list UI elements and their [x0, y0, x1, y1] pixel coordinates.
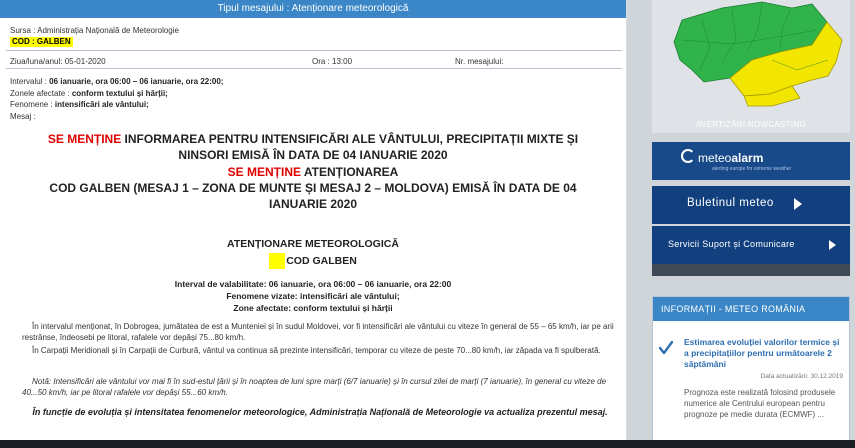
- checkmark-icon: [659, 341, 673, 355]
- phenomena-label: Fenomene :: [10, 100, 55, 109]
- warning-map[interactable]: [652, 0, 850, 133]
- headline-text: COD GALBEN (MESAJ 1 – ZONA DE MUNTE ȘI MESAJ 2 – MOLDOVA) EMISĂ ÎN DATA DE 04: [49, 181, 577, 195]
- warning-title: ATENȚIONARE METEOROLOGICĂ: [227, 238, 399, 250]
- info-article-date: Data actualizării: 30.12.2019: [760, 373, 843, 380]
- info-meteo-romania-box: [652, 296, 850, 448]
- info-box-header: INFORMAȚII - METEO ROMÂNIA: [653, 297, 849, 321]
- play-arrow-icon: [794, 198, 802, 210]
- interval-label: Intervalul :: [10, 77, 50, 86]
- headline-red-text: SE MENȚINE: [47, 132, 122, 146]
- cod-galben-text: COD GALBEN: [286, 254, 357, 267]
- headline-red-text: SE MENȚINE: [227, 165, 301, 179]
- meteoalarm-title-meteo: meteo: [698, 151, 732, 165]
- targeted-phenomena: Fenomene vizate: intensificări ale vântului;: [226, 291, 400, 301]
- cod-galben-badge: COD : GALBEN: [12, 37, 71, 46]
- message-type-title: Tipul mesajului : Atenționare meteorologică: [0, 0, 626, 18]
- sidebar-divider-strip: [652, 264, 850, 276]
- headline-warning: [10, 164, 616, 212]
- divider: [6, 68, 622, 69]
- meteoalarm-logo-icon: [681, 149, 695, 163]
- meteoalarm-subtitle: alerting europe for extreme weather: [712, 166, 792, 172]
- interval-value: 06 ianuarie, ora 06:00 – 06 ianuarie, ora 22:00;: [49, 77, 224, 86]
- zones-label: Zonele afectate :: [10, 88, 72, 98]
- play-arrow-icon: [829, 240, 836, 250]
- yellow-code-swatch: [269, 253, 285, 269]
- meteoalarm-title: [698, 151, 763, 165]
- headline-text: ATENȚIONAREA: [301, 165, 399, 179]
- buletin-meteo-button[interactable]: [652, 186, 850, 224]
- meteoalarm-title-alarm: alarm: [731, 151, 764, 165]
- cod-galben-line: [10, 253, 616, 269]
- final-note: În funcție de evoluția și intensitatea fenomenelor meteorologice, Administrația Națională de Meteorologie va actualiza prezentul mesaj.: [32, 407, 608, 417]
- divider: [6, 50, 622, 51]
- headline-text: INFORMAREA PENTRU INTENSIFICĂRI ALE VÂNTULUI, PRECIPITAȚII MIXTE ȘI: [121, 132, 579, 146]
- message-number-label: Nr. mesajului:: [455, 57, 504, 66]
- romania-map-svg: [652, 0, 850, 133]
- nowcasting-label[interactable]: AVERTIZĂRI NOWCASTING: [695, 120, 806, 129]
- info-article-description: Prognoza este realizată folosind produsele numerice ale Centrului european pentru prognoze pe medie durata (ECMWF) ...: [684, 388, 836, 419]
- date-label: Ziua/luna/anul: 05-01-2020: [10, 57, 106, 66]
- paragraph-dobrogea: În intervalul menționat, în Dobrogea, jumătatea de est a Munteniei și în sudul Moldovei, vor fi intensificări ale vântului cu viteze în general de 55 – 65 km/h, iar pe arii restrânse, îndeosebi pe litoral, rafalele vor depăși 75...80 km/h.: [22, 322, 614, 342]
- servicii-suport-label: Servicii Suport și Comunicare: [668, 239, 795, 249]
- phenomena-value: intensificări ale vântului;: [54, 100, 149, 109]
- right-sidebar: [627, 0, 855, 448]
- info-article-title[interactable]: Estimarea evoluției valorilor termice și a precipitațiilor pentru următoarele 2 săptămâni: [684, 337, 840, 369]
- zones-value: conform textului și hărții;: [71, 88, 168, 98]
- meteoalarm-banner[interactable]: [652, 142, 850, 180]
- headline-text: IANUARIE 2020: [268, 197, 358, 211]
- buletin-meteo-label: Buletinul meteo: [687, 197, 774, 209]
- headline-information: [10, 131, 616, 163]
- source-label: Sursa : Administrația Națională de Meteorologie: [10, 26, 179, 35]
- bottom-bar: [0, 440, 855, 448]
- message-info: [10, 76, 223, 122]
- servicii-suport-button[interactable]: [652, 226, 850, 264]
- paragraph-carpati: În Carpații Meridionali și în Carpații de Curbură, vântul va continua să prezinte intensificări, temporar cu viteze de peste 70...80 km/h, iar zăpada va fi spulberată.: [32, 346, 601, 355]
- validity-interval: Interval de valabilitate: 06 ianuarie, ora 06:00 – 06 ianuarie, ora 22:00: [174, 279, 452, 289]
- message-label: Mesaj :: [10, 111, 36, 121]
- paragraph-note: Notă: Intensificări ale vântului vor mai fi în sud-estul țării și în noaptea de luni spre marți (6/7 ianuarie) și în cursul zilei de marți (7 ianuarie), în general cu viteze de 40...50 km/h, iar pe litoral rafalele vor depăși 55...60 km/h.: [22, 377, 607, 397]
- source-block: [0, 18, 626, 47]
- headline-text: NINSORI EMISĂ ÎN DATA DE 04 IANUARIE 2020: [178, 148, 448, 162]
- time-label: Ora : 13:00: [312, 57, 353, 66]
- affected-zones: Zone afectate: conform textului și hărții: [233, 303, 393, 313]
